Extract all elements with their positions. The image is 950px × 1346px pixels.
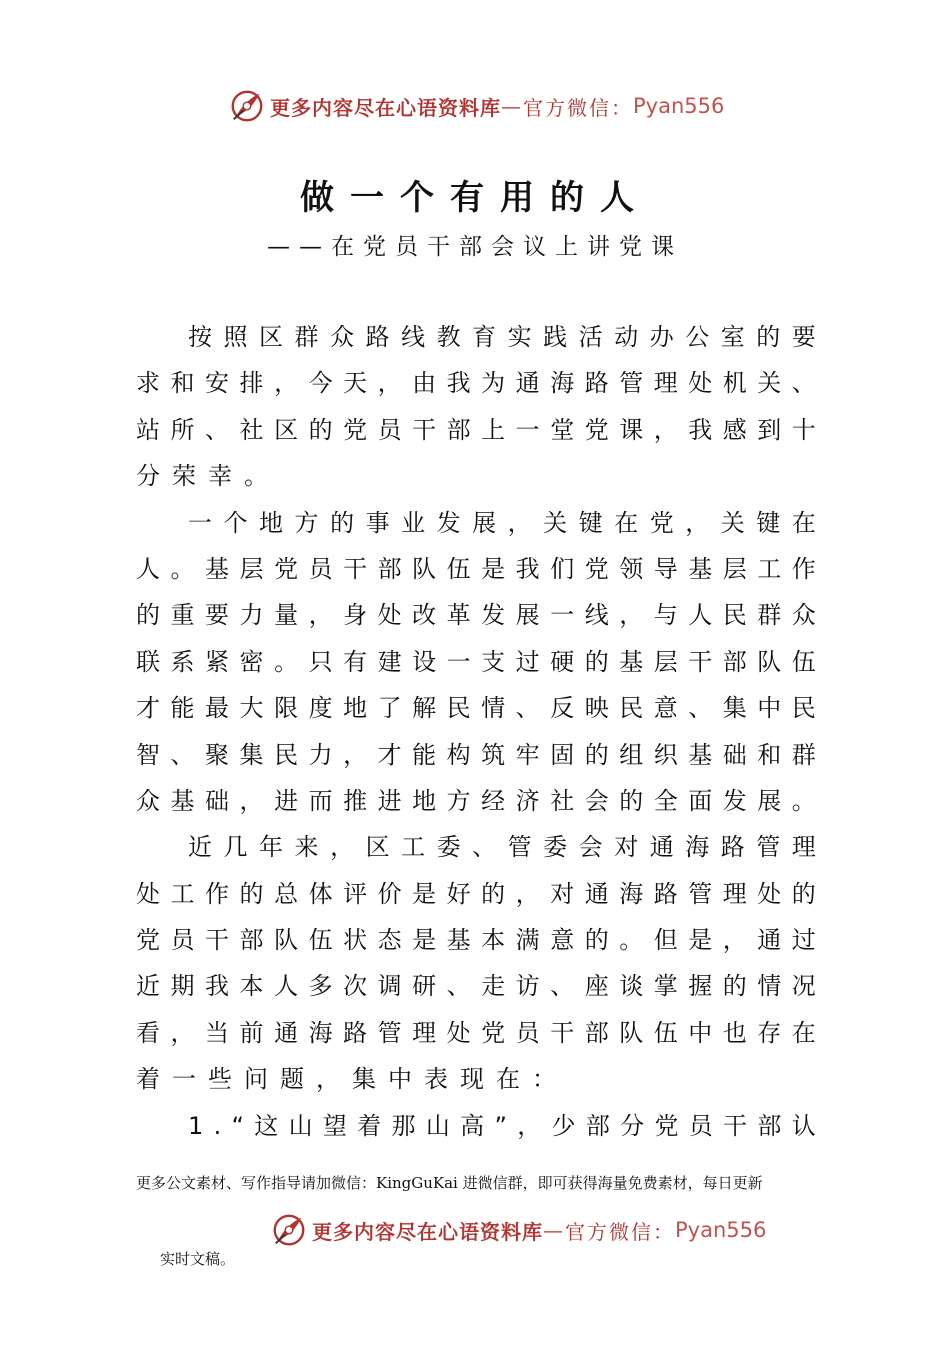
body-line: 1 . “ 这 山 望 着 那 山 高 ” ， 少 部 分 党 员 干 部 认 [188,1111,816,1140]
body-line: 智 、 聚 集 民 力 ， 才 能 构 筑 牢 固 的 组 织 基 础 和 群 [136,740,816,769]
watermark-separator: — [501,94,523,118]
watermark-bottom [270,1210,766,1250]
body-line: 看 ， 当 前 通 海 路 管 理 处 党 员 干 部 队 伍 中 也 存 在 [136,1018,816,1047]
body-line: 站 所 、 社 区 的 党 员 干 部 上 一 堂 党 课 ， 我 感 到 十 [136,415,816,444]
body-line: 近 期 我 本 人 多 次 调 研 、 走 访 、 座 谈 掌 握 的 情 况 [136,972,816,1001]
body-line: 处 工 作 的 总 体 评 价 是 好 的 ， 对 通 海 路 管 理 处 的 [136,879,816,908]
pen-logo-icon [228,87,266,125]
body-line: 的 重 要 力 量 ， 身 处 改 革 发 展 一 线 ， 与 人 民 群 众 [136,601,816,630]
watermark-brand: 更多内容尽在心语资料库 [312,1219,543,1244]
watermark-label: 官方微信： [565,1219,675,1244]
body-line: 求 和 安 排 ， 今 天 ， 由 我 为 通 海 路 管 理 处 机 关 、 [136,369,816,398]
document-body [136,314,816,1149]
watermark-brand: 更多内容尽在心语资料库 [270,95,501,120]
body-line: 着一些问题，集中表现在： [136,1065,568,1094]
footer-note: 更多公文素材、写作指导请加微信：KingGuKai 进微信群，即可获得海量免费素材，每日更新 [136,1174,763,1192]
watermark-wechat-id: Pyan556 [633,94,725,118]
document-title: 做一个有用的人 [300,178,650,218]
body-line: 近 几 年 来 ， 区 工 委 、 管 委 会 对 通 海 路 管 理 [188,833,816,862]
body-line: 一 个 地 方 的 事 业 发 展 ， 关 键 在 党 ， 关 键 在 [188,508,816,537]
document-subtitle: ——在党员干部会议上讲党课 [267,234,683,260]
body-line: 分荣幸。 [136,462,280,491]
footer-tail: 实时文稿。 [160,1250,236,1268]
watermark-label: 官方微信： [523,95,633,120]
body-line: 按 照 区 群 众 路 线 教 育 实 践 活 动 办 公 室 的 要 [188,323,816,351]
body-line: 党 员 干 部 队 伍 状 态 是 基 本 满 意 的 。 但 是 ， 通 过 [136,926,816,955]
watermark-wechat-id: Pyan556 [675,1218,767,1242]
body-line: 人 。 基 层 党 员 干 部 队 伍 是 我 们 党 领 导 基 层 工 作 [136,554,816,583]
body-line: 众 基 础 ， 进 而 推 进 地 方 经 济 社 会 的 全 面 发 展 。 [136,786,816,815]
watermark-separator: — [543,1218,565,1242]
watermark-top [228,86,724,126]
body-line: 联 系 紧 密 。 只 有 建 设 一 支 过 硬 的 基 层 干 部 队 伍 [136,647,816,676]
body-line: 才 能 最 大 限 度 地 了 解 民 情 、 反 映 民 意 、 集 中 民 [136,694,816,723]
pen-logo-icon [270,1211,308,1249]
